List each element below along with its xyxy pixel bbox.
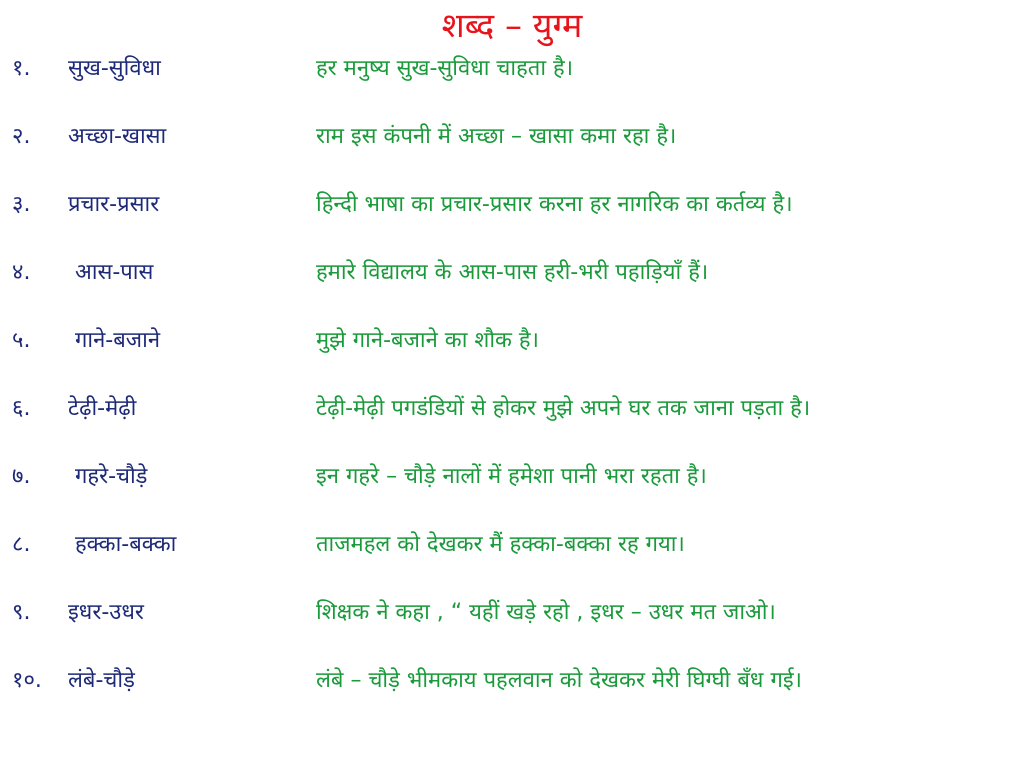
item-number: १०. xyxy=(12,668,42,693)
list-item xyxy=(0,392,1024,426)
item-number: ३. xyxy=(12,192,31,217)
example-sentence: हमारे विद्यालय के आस-पास हरी-भरी पहाड़ियाँ हैं। xyxy=(316,260,709,285)
list-item xyxy=(0,52,1024,86)
word-pair: इधर-उधर xyxy=(68,600,144,625)
example-sentence: मुझे गाने-बजाने का शौक है। xyxy=(316,328,539,353)
example-sentence: इन गहरे – चौड़े नालों में हमेशा पानी भरा रहता है। xyxy=(316,464,707,489)
example-sentence: ताजमहल को देखकर मैं हक्का-बक्का रह गया। xyxy=(316,532,685,557)
example-sentence: राम इस कंपनी में अच्छा – खासा कमा रहा है। xyxy=(316,124,677,149)
word-pair: गहरे-चौड़े xyxy=(75,464,148,489)
word-pair: लंबे-चौड़े xyxy=(68,668,135,693)
item-number: ९. xyxy=(12,600,31,625)
item-number: ७. xyxy=(12,464,31,489)
list-item xyxy=(0,120,1024,154)
list-item xyxy=(0,188,1024,222)
word-pair: प्रचार-प्रसार xyxy=(68,192,160,217)
word-pair: अच्छा-खासा xyxy=(68,124,167,149)
word-pair: आस-पास xyxy=(75,260,154,285)
item-number: ६. xyxy=(12,396,31,421)
item-number: १. xyxy=(12,56,31,81)
list-item xyxy=(0,460,1024,494)
list-item xyxy=(0,324,1024,358)
example-sentence: टेढ़ी-मेढ़ी पगडंडियों से होकर मुझे अपने घर तक जाना पड़ता है। xyxy=(316,396,811,421)
item-number: २. xyxy=(12,124,31,149)
word-pair: हक्का-बक्का xyxy=(75,532,177,557)
list-item xyxy=(0,664,1024,698)
item-number: ४. xyxy=(12,260,31,285)
list-item xyxy=(0,596,1024,630)
example-sentence: हिन्दी भाषा का प्रचार-प्रसार करना हर नागरिक का कर्तव्य है। xyxy=(316,192,793,217)
item-number: ५. xyxy=(12,328,31,353)
item-number: ८. xyxy=(12,532,31,557)
list-item xyxy=(0,256,1024,290)
word-pair: टेढ़ी-मेढ़ी xyxy=(68,396,137,421)
example-sentence: लंबे – चौड़े भीमकाय पहलवान को देखकर मेरी घिग्घी बँध गई। xyxy=(316,668,802,693)
word-pair: गाने-बजाने xyxy=(75,328,161,353)
example-sentence: हर मनुष्य सुख-सुविधा चाहता है। xyxy=(316,56,574,81)
word-pair: सुख-सुविधा xyxy=(68,56,161,81)
example-sentence: शिक्षक ने कहा , “ यहीं खड़े रहो , इधर – उधर मत जाओ। xyxy=(316,600,776,625)
list-item xyxy=(0,528,1024,562)
page-title: शब्द – युग्म xyxy=(441,6,583,46)
